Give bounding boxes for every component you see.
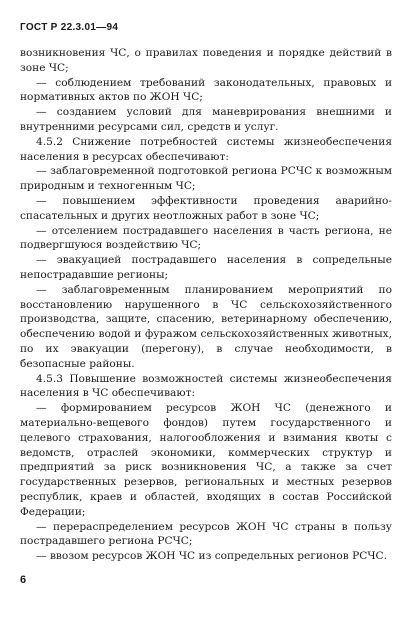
section-heading-4-5-2: 4.5.2 Снижение потребностей системы жизнеобеспечения населения в ресурсах обеспечивают: (20, 135, 392, 163)
paragraph: возникновения ЧС, о правилах поведения и порядке действий в зоне ЧС; (20, 47, 392, 74)
paragraph: — ввозом ресурсов ЖОН ЧС из сопредельных регионов РСЧС. (36, 550, 387, 563)
section-heading-4-5-3: 4.5.3 Повышение возможностей системы жизнеобеспечения населения в ЧС обеспечивают: (20, 372, 392, 400)
paragraph: — отселением пострадавшего населения в часть региона, не подвергшуюся воздействию ЧС; (20, 224, 392, 252)
paragraph: — соблюдением требований законодательных, правовых и нормативных актов по ЖОН ЧС; (20, 76, 392, 104)
document-header: ГОСТ Р 22.3.01—94 (20, 22, 119, 33)
page-number: 6 (20, 574, 27, 586)
paragraph: — эвакуацией пострадавшего населения в сопредельные непострадавшие регионы; (20, 254, 392, 281)
paragraph: — повышением эффективности проведения аварийно-спасательных и других неотложных работ в зоне ЧС; (20, 194, 392, 222)
paragraph: — формированием ресурсов ЖОН ЧС (денежного и материально-вещевого фондов) путем государственного и целевого страхования, налогообложения и взимания квоты с ведомств, отраслей экономики, коммерческих структур и предприятий за риск возникновения ЧС, а также за счет государственных резервов, региональных и местных резервов республик, краев и областей, входящих в состав Российской Федерации; (20, 402, 392, 518)
document-body (20, 46, 392, 564)
paragraph: — заблаговременным планированием мероприятий по восстановлению нарушенного в ЧС сельскохозяйственного производства, защите, спасению, ветеринарному обеспечению, обеспечению водой и фуражом сельскохозяйственных животных, по их эвакуации (перегону), в случае необходимости, в безопасные районы. (20, 283, 392, 370)
paragraph: — заблаговременной подготовкой региона РСЧС к возможным природным и техногенным ЧС; (20, 165, 392, 193)
paragraph: — созданием условий для маневрирования внешними и внутренними ресурсами сил, средств и услуг. (20, 106, 392, 133)
paragraph: — перераспределением ресурсов ЖОН ЧС страны в пользу пострадавшего региона РСЧС; (20, 520, 392, 548)
